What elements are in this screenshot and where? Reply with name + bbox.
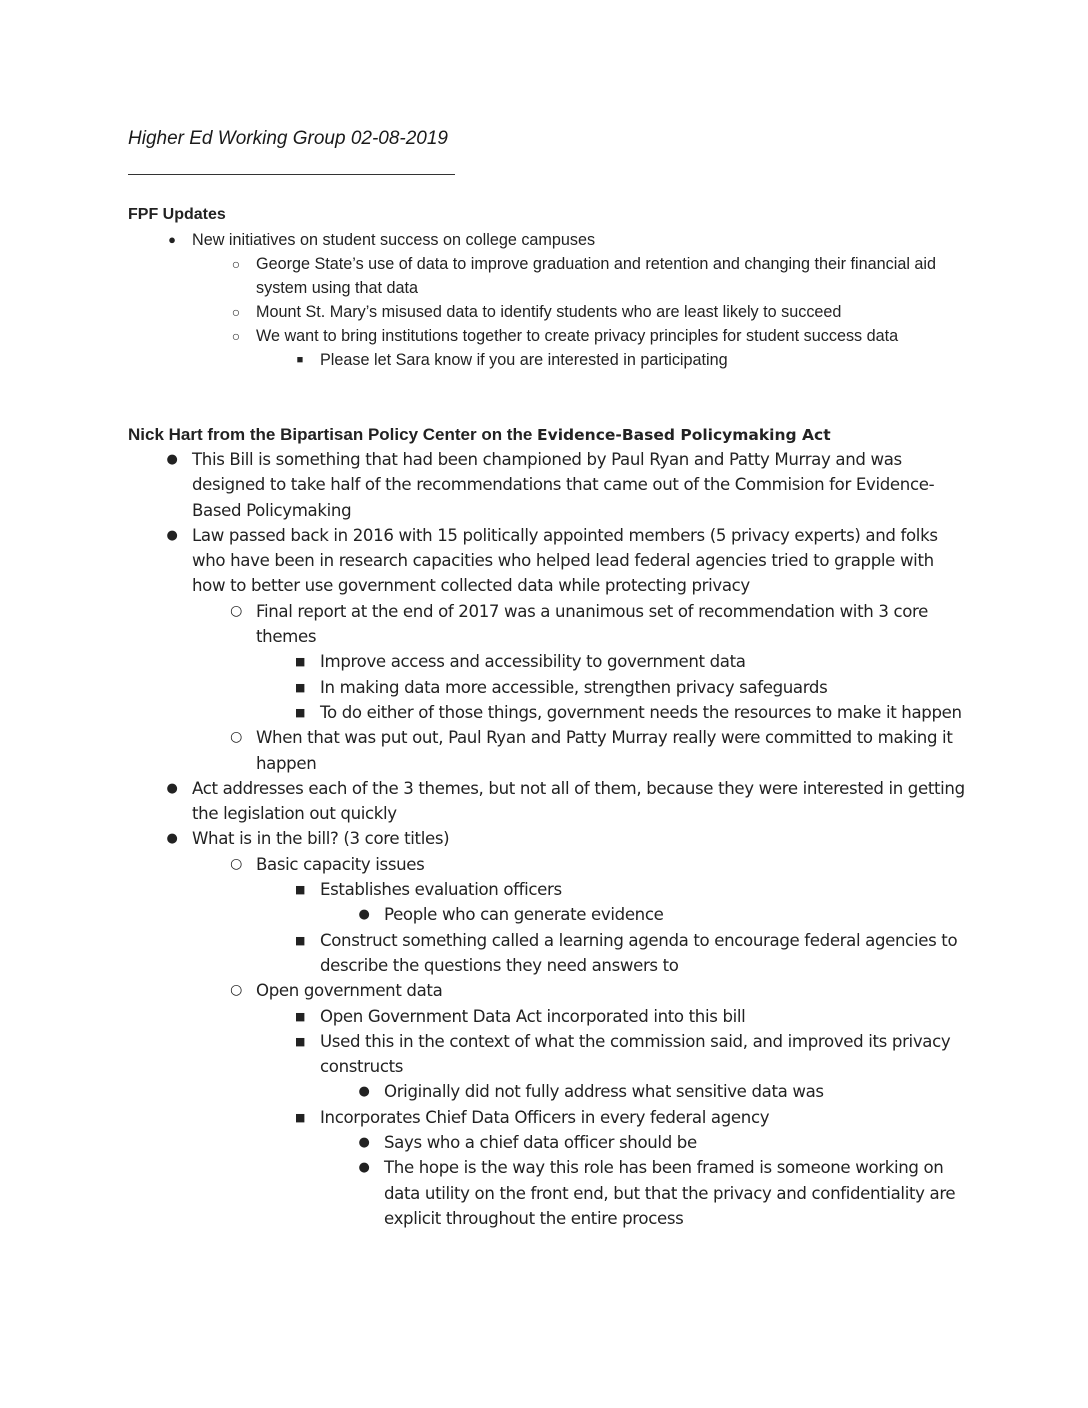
bullet-marker: ● xyxy=(358,1084,370,1100)
list-item-text: Please let Sara know if you are interested in participating xyxy=(320,351,728,369)
list-item xyxy=(128,1130,968,1155)
fpf-updates-list xyxy=(128,228,968,372)
bullet-marker: ■ xyxy=(294,1110,306,1124)
list-item-text: Mount St. Mary’s misused data to identify students who are least likely to succeed xyxy=(256,303,842,321)
list-item-text: This Bill is something that had been championed by Paul Ryan and Patty Murray and was designed to take half of the recommendations that came out of the Commision for Evidence-Based Policymaking xyxy=(192,450,935,520)
list-item xyxy=(128,324,968,348)
list-item-text: We want to bring institutions together to create privacy principles for student success data xyxy=(256,327,899,345)
list-item xyxy=(128,852,968,877)
list-item-text: Final report at the end of 2017 was a unanimous set of recommendation with 3 core themes xyxy=(256,601,928,647)
title-underline xyxy=(128,174,455,175)
list-item-text: Says who a chief data officer should be xyxy=(384,1133,697,1153)
list-item-text: Incorporates Chief Data Officers in every federal agency xyxy=(320,1107,770,1127)
list-item-text: Open Government Data Act incorporated into this bill xyxy=(320,1006,746,1026)
bullet-marker: ○ xyxy=(230,729,242,746)
list-item-text: Basic capacity issues xyxy=(256,854,425,874)
list-item xyxy=(128,826,968,851)
list-item-text: What is in the bill? (3 core titles) xyxy=(192,829,450,849)
bullet-marker: ■ xyxy=(294,655,306,669)
list-item-text: When that was put out, Paul Ryan and Patty Murray really were committed to making it happen xyxy=(256,728,953,773)
list-item xyxy=(128,902,968,927)
list-item xyxy=(128,523,968,599)
nick-hart-heading-act: Evidence-Based Policymaking Act xyxy=(537,426,831,444)
bullet-marker: ○ xyxy=(230,982,242,999)
nick-hart-section xyxy=(128,425,968,1231)
list-item-text: People who can generate evidence xyxy=(384,905,664,925)
bullet-marker: ■ xyxy=(294,883,306,897)
bullet-marker: ● xyxy=(166,527,178,543)
bullet-marker: ■ xyxy=(296,354,304,366)
bullet-marker: ○ xyxy=(230,855,242,872)
bullet-marker: ● xyxy=(358,1160,370,1176)
list-item-text: Act addresses each of the 3 themes, but not all of them, because they were interested in getting the legislation out quickly xyxy=(192,778,965,824)
bullet-marker: ■ xyxy=(294,1009,306,1023)
list-item-text: Law passed back in 2016 with 15 politically appointed members (5 privacy experts) and folks who have been in research capacities who helped lead federal agencies tried to grapple with how to better use government collected data while protecting privacy xyxy=(192,525,938,596)
fpf-updates-heading: FPF Updates xyxy=(128,206,226,223)
list-item xyxy=(128,776,968,827)
bullet-marker: ● xyxy=(358,907,370,923)
list-item xyxy=(128,978,968,1003)
bullet-marker: ● xyxy=(358,1135,370,1151)
bullet-marker: ■ xyxy=(294,680,306,694)
list-item xyxy=(128,1029,968,1080)
bullet-marker: ○ xyxy=(230,602,242,619)
list-item xyxy=(128,1155,968,1231)
fpf-updates-section xyxy=(128,206,968,372)
list-item xyxy=(128,675,968,700)
bullet-marker: ● xyxy=(168,232,176,247)
nick-hart-heading xyxy=(128,425,968,445)
list-item xyxy=(128,252,968,300)
list-item xyxy=(128,228,968,252)
list-item-text: The hope is the way this role has been framed is someone working on data utility on the front end, but that the privacy and confidentiality are explicit throughout the entire process xyxy=(384,1158,956,1228)
bullet-marker: ■ xyxy=(294,1034,306,1048)
list-item xyxy=(128,348,968,372)
document-title: Higher Ed Working Group 02-08-2019 xyxy=(128,128,449,149)
list-item-text: Improve access and accessibility to government data xyxy=(320,652,746,672)
list-item-text: Construct something called a learning agenda to encourage federal agencies to describe the questions they need answers to xyxy=(320,930,958,975)
bullet-marker: ● xyxy=(166,831,178,847)
list-item xyxy=(128,877,968,902)
list-item-text: Open government data xyxy=(256,981,443,1001)
list-item-text: George State’s use of data to improve graduation and retention and changing their financial aid system using that data xyxy=(256,255,937,297)
bullet-marker: ○ xyxy=(231,328,241,344)
bullet-marker: ● xyxy=(166,780,178,796)
list-item xyxy=(128,447,968,523)
list-item-text: Establishes evaluation officers xyxy=(320,880,562,900)
bullet-marker: ● xyxy=(166,452,178,467)
list-item-text: Used this in the context of what the commission said, and improved its privacy constructs xyxy=(320,1031,951,1077)
bullet-marker: ○ xyxy=(231,256,241,272)
list-item xyxy=(128,300,968,324)
list-item-text: To do either of those things, government needs the resources to make it happen xyxy=(320,702,962,722)
bullet-marker: ○ xyxy=(231,304,241,320)
bullet-marker: ■ xyxy=(294,705,306,719)
list-item xyxy=(128,1079,968,1104)
list-item xyxy=(128,725,968,776)
list-item-text: In making data more accessible, strengthen privacy safeguards xyxy=(320,677,828,697)
nick-hart-heading-main: Nick Hart from the Bipartisan Policy Center on the xyxy=(128,425,533,444)
list-item xyxy=(128,928,968,979)
nick-hart-list xyxy=(128,447,968,1231)
list-item xyxy=(128,599,968,650)
list-item xyxy=(128,1105,968,1130)
list-item xyxy=(128,700,968,725)
list-item-text: Originally did not fully address what sensitive data was xyxy=(384,1082,824,1102)
list-item-text: New initiatives on student success on college campuses xyxy=(192,231,596,249)
list-item xyxy=(128,649,968,674)
bullet-marker: ■ xyxy=(294,933,306,947)
list-item xyxy=(128,1004,968,1029)
